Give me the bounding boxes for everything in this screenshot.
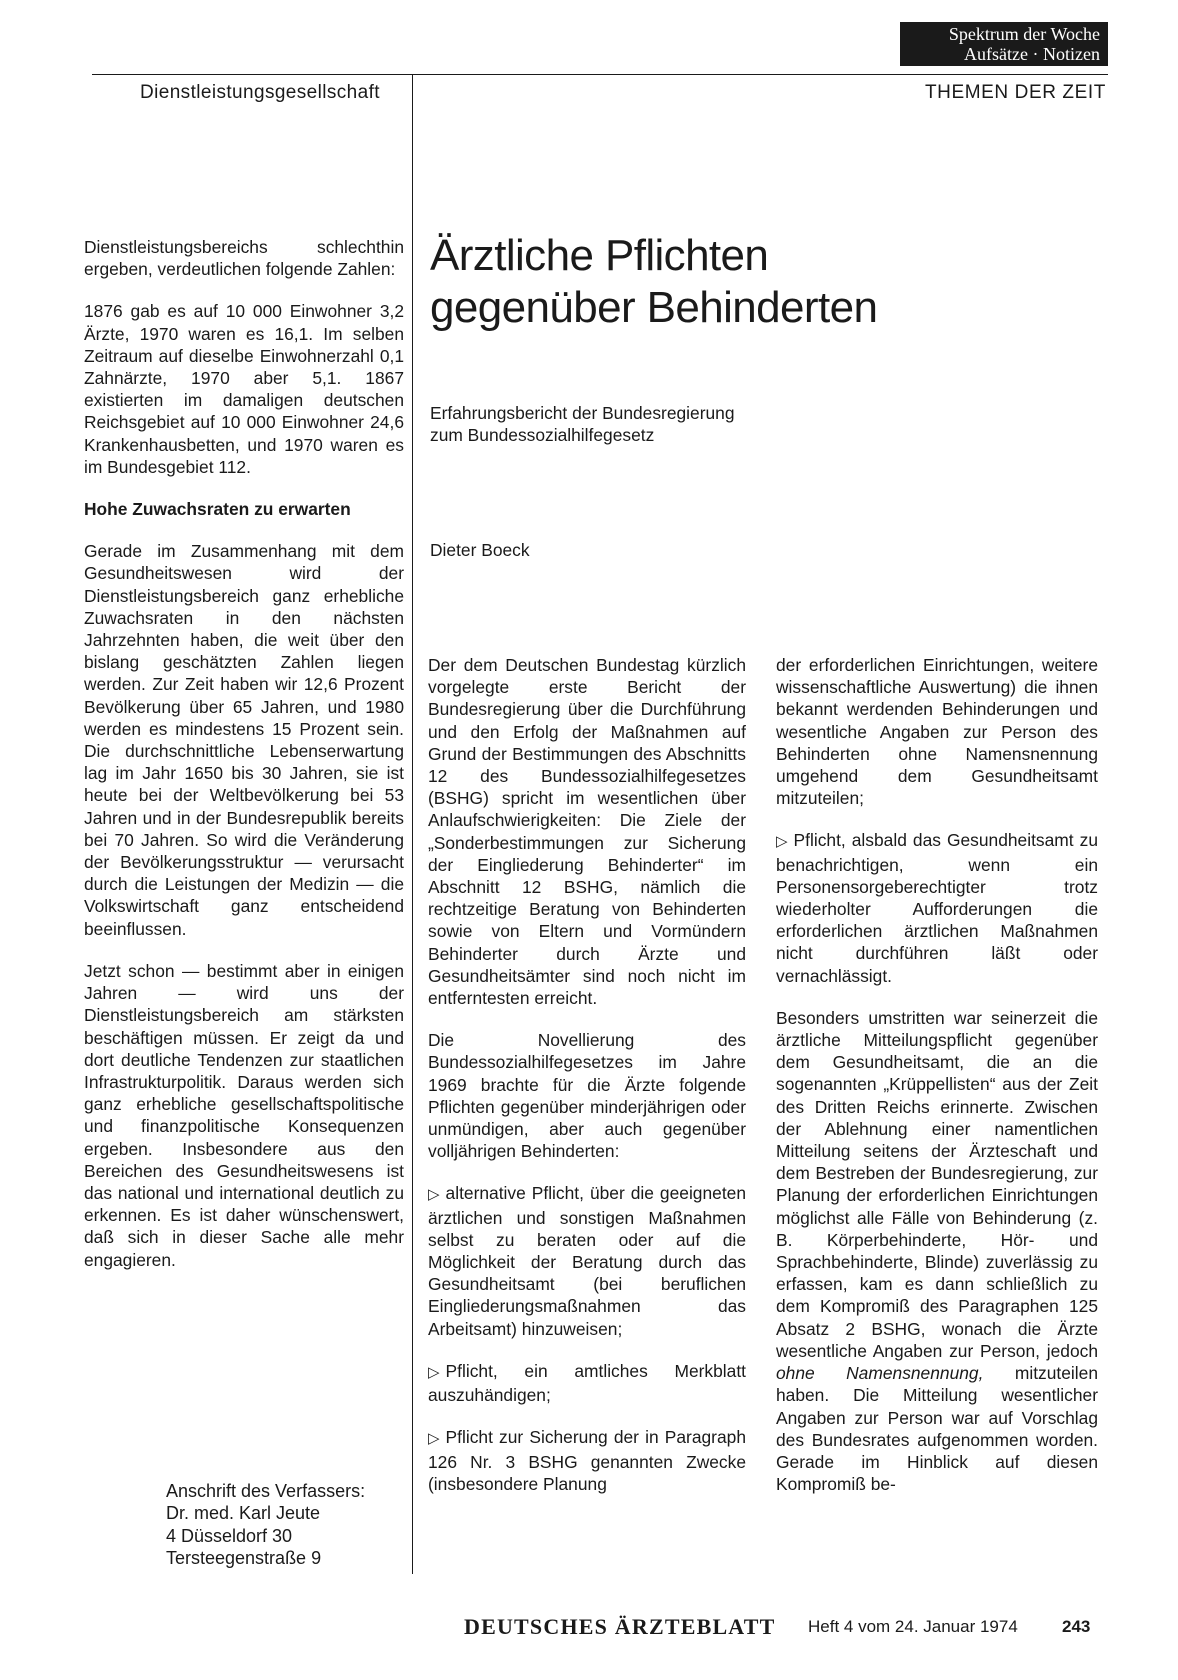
bullet-text-3: Pflicht zur Sicherung der in Paragraph 126 Nr. 3 BSHG genannten Zwecke (insbesondere Planung — [428, 1427, 746, 1494]
left-column — [84, 236, 404, 1291]
author-address — [166, 1480, 365, 1570]
header-rule — [92, 74, 1108, 75]
left-paragraph-1: Dienstleistungsbereichs schlechthin ergeben, verdeutlichen folgende Zahlen: — [84, 237, 404, 280]
title-line-1: Ärztliche Pflichten — [430, 231, 769, 280]
footer-issue: Heft 4 vom 24. Januar 1974 — [808, 1617, 1018, 1636]
article-title — [430, 230, 1070, 334]
article-author: Dieter Boeck — [430, 540, 530, 560]
running-head-left: Dienstleistungsgesellschaft — [140, 82, 380, 103]
address-line-4: Tersteegenstraße 9 — [166, 1548, 322, 1569]
section-badge — [900, 22, 1108, 66]
triangle-bullet-icon: ▷ — [776, 833, 788, 851]
right-paragraph-1: der erforderlichen Einrichtungen, weitere wissenschaftliche Auswertung) die ihnen bekannt werdenden Behinderungen und wesentliche Angaben zur Person des Behinderten ohne Namensnennung umgehend dem Gesundheitsamt mitzuteilen; — [776, 655, 1098, 809]
badge-line-1: Spektrum der Woche — [948, 24, 1100, 44]
left-paragraph-3: Gerade im Zusammenhang mit dem Gesundheitswesen wird der Dienstleistungsbereich ganz erhebliche Zuwachsraten in den nächsten Jahrzehnten haben, die weit über den bislang geschätzten Zahlen liegen werden. Zur Zeit haben wir 12,6 Prozent Bevölkerung über 65 Jahren, und 1980 werden es mindestens 15 Prozent sein. Die durchschnittliche Lebenserwartung lag im Jahr 1650 bis 30 Jahren, sie ist heute bei der Weltbevölkerung bei 53 Jahren und in der Bundesrepublik bereits bei 70 Jahren. So wird die Veränderung der Bevölkerungsstruktur — verursacht durch die Leistungen der Medizin — die Volkswirtschaft ganz entscheidend beeinflussen. — [84, 541, 404, 939]
middle-column — [428, 654, 746, 1515]
left-paragraph-4: Jetzt schon — bestimmt aber in einigen Jahren — wird uns der Dienstleistungsbereich am stärksten beschäftigen müssen. Er zeigt da und dort deutliche Tendenzen zur staatlichen Infrastrukturpolitik. Daraus werden sich ganz erhebliche gesellschaftspolitische und finanzpolitische Konsequenzen ergeben. Insbesondere aus den Bereichen des Gesundheitswesens ist das national und international deutlich zu erkennen. Es ist daher wünschenswert, daß sich in dieser Sache alle mehr engagieren. — [84, 960, 404, 1270]
middle-paragraph-2: Die Novellierung des Bundessozialhilfegesetzes im Jahre 1969 brachte für die Ärzte folgende Pflichten gegenüber minderjährigen oder unmündigen, aber auch gegenüber volljährigen Behinderten: — [428, 1030, 746, 1162]
bullet-text-1: alternative Pflicht, über die geeigneten ärztlichen und sonstigen Maßnahmen selbst zu beraten oder auf die Möglichkeit der Beratung durch das Gesundheitsamt (bei beruflichen Eingliederungsmaßnahmen das Arbeitsamt) hinzuweisen; — [428, 1183, 746, 1339]
left-paragraph-2: 1876 gab es auf 10 000 Einwohner 3,2 Ärzte, 1970 waren es 16,1. Im selben Zeitraum auf dieselbe Einwohnerzahl 0,1 Zahnärzte, 1970 aber 5,1. 1867 existierten im damaligen deutschen Reichsgebiet auf 10 000 Einwohner 24,6 Krankenhausbetten, und 1970 waren es im Bundesgebiet 112. — [84, 301, 404, 477]
running-head-right: THEMEN DER ZEIT — [924, 82, 1106, 103]
right-paragraph-2-part-2: mitzuteilen haben. Die Mitteilung wesentlicher Angaben zur Person war auf Vorschlag des Bundesrates aufgenommen worden. Gerade im Hinblick auf diesen Kompromiß be- — [776, 1363, 1098, 1495]
address-line-3: 4 Düsseldorf 30 — [166, 1525, 293, 1546]
address-line-1: Anschrift des Verfassers: — [166, 1481, 366, 1501]
right-paragraph-2-italic: ohne Namensnennung, — [776, 1363, 984, 1384]
bullet-item-2 — [428, 1360, 746, 1406]
badge-line-2: Aufsätze · Notizen — [964, 44, 1100, 64]
bullet-item-1 — [428, 1182, 746, 1339]
subtitle-line-1: Erfahrungsbericht der Bundesregierung — [430, 403, 735, 423]
title-line-2: gegenüber Behinderten — [430, 283, 878, 332]
bullet-item-3 — [428, 1426, 746, 1495]
triangle-bullet-icon: ▷ — [428, 1363, 440, 1381]
right-paragraph-2-part-1: Besonders umstritten war seinerzeit die ärztliche Mitteilungspflicht gegenüber dem Gesundheitsamt, die an die sogenannten „Krüppellisten“ aus der Zeit des Dritten Reichs erinnerte. Zwischen der Ablehnung einer namentlichen Mitteilung seitens der Ärzteschaft und dem Bestreben der Bundesregierung, zur Planung der erforderlichen Einrichtungen möglichst alle Fälle von Behinderung (z. B. Körperbehinderte, Hör- und Sprachbehinderte, Blinde) zuverlässig zu erfassen, kam es dann schließlich zu dem Kompromiß des Paragraphen 125 Absatz 2 BSHG, wonach die Ärzte wesentliche Angaben zur Person, jedoch — [776, 1007, 1098, 1361]
right-paragraph-2 — [776, 1007, 1098, 1495]
right-column — [776, 654, 1098, 1515]
section-subheading: Hohe Zuwachsraten zu erwarten — [84, 499, 351, 520]
triangle-bullet-icon: ▷ — [428, 1186, 440, 1204]
subtitle-line-2: zum Bundessozialhilfegesetz — [430, 425, 655, 446]
address-line-2: Dr. med. Karl Jeute — [166, 1503, 321, 1524]
article-subtitle — [430, 402, 735, 446]
bullet-text-4: Pflicht, alsbald das Gesundheitsamt zu benachrichtigen, wenn ein Personensorgeberechtigter trotz wiederholter Aufforderungen die erforderlichen ärztlichen Maßnahmen nicht durchführen läßt oder vernachlässigt. — [776, 830, 1098, 986]
column-divider — [412, 74, 413, 1574]
triangle-bullet-icon: ▷ — [428, 1430, 440, 1448]
middle-paragraph-1: Der dem Deutschen Bundestag kürzlich vorgelegte erste Bericht der Bundesregierung über die Durchführung und den Erfolg der Maßnahmen auf Grund der Bestimmungen des Abschnitts 12 des Bundessozialhilfegesetzes (BSHG) spricht im wesentlichen über Anlaufschwierigkeiten: Die Ziele der „Sonderbestimmungen zur Sicherung der Eingliederung Behinderter“ im Abschnitt 12 BSHG, nämlich die rechtzeitige Beratung von Behinderten sowie von Eltern und Vormündern Behinderter durch Ärzte und Gesundheitsämter sind noch nicht im entferntesten erreicht. — [428, 655, 746, 1009]
bullet-text-2: Pflicht, ein amtliches Merkblatt auszuhändigen; — [428, 1360, 746, 1406]
footer-masthead: DEUTSCHES ÄRZTEBLATT — [464, 1614, 776, 1639]
page-number: 243 — [1062, 1617, 1091, 1636]
bullet-item-4 — [776, 829, 1098, 986]
